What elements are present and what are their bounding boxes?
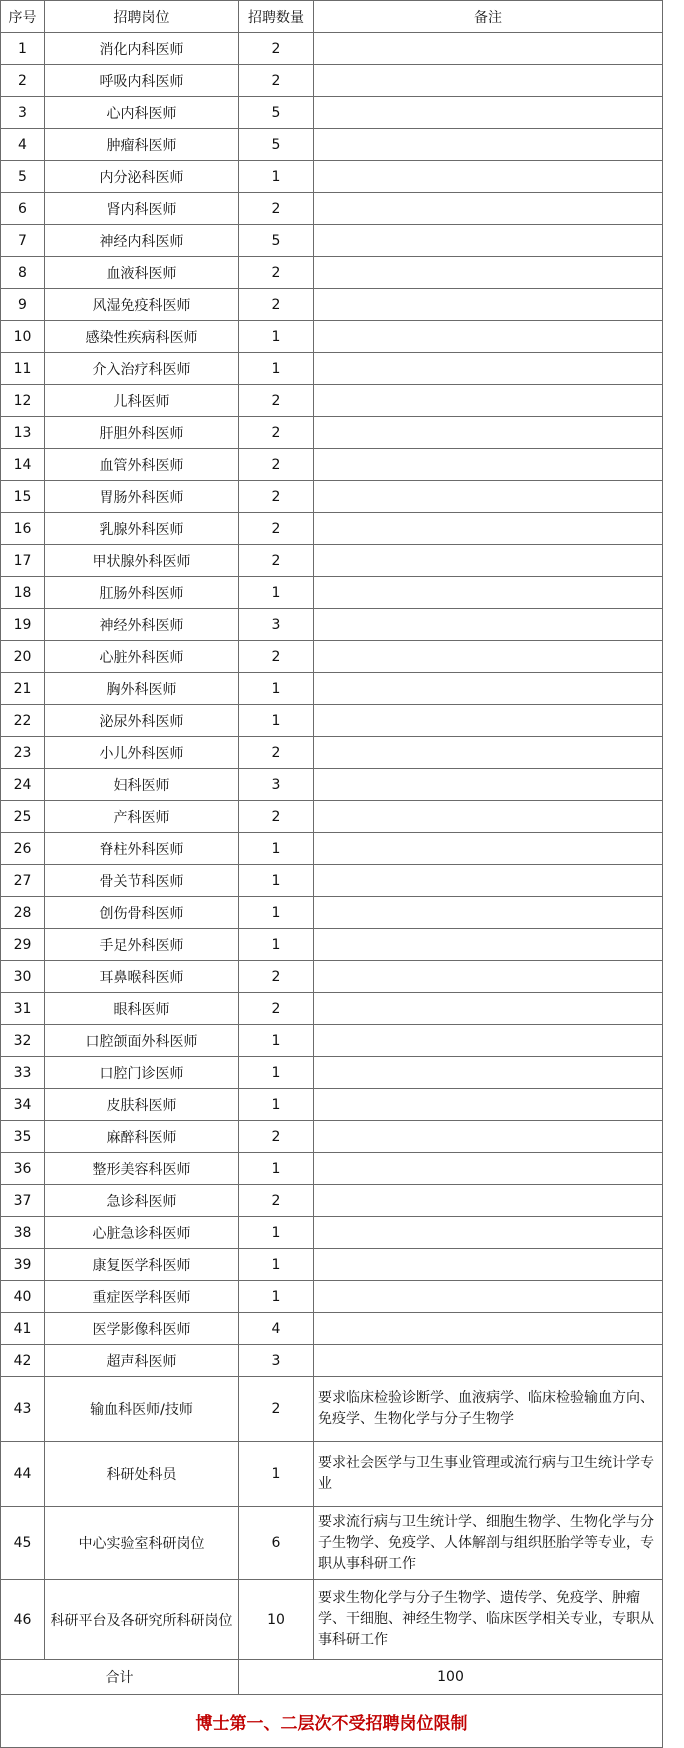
- note-cell: [314, 289, 663, 321]
- count-cell: 1: [239, 1057, 314, 1089]
- table-row: [1, 1442, 663, 1507]
- count-cell: 1: [239, 321, 314, 353]
- table-row: [1, 769, 663, 801]
- table-row: [1, 193, 663, 225]
- header-count: 招聘数量: [239, 1, 314, 33]
- note-cell: [314, 961, 663, 993]
- row-number-cell: 12: [1, 385, 45, 417]
- table-row: [1, 481, 663, 513]
- position-cell: 甲状腺外科医师: [45, 545, 239, 577]
- note-cell: [314, 449, 663, 481]
- total-row: [1, 1660, 663, 1695]
- row-number-cell: 38: [1, 1217, 45, 1249]
- position-cell: 超声科医师: [45, 1345, 239, 1377]
- position-cell: 内分泌科医师: [45, 161, 239, 193]
- count-cell: 1: [239, 1217, 314, 1249]
- footer-note: 博士第一、二层次不受招聘岗位限制: [1, 1695, 663, 1748]
- position-cell: 肾内科医师: [45, 193, 239, 225]
- row-number-cell: 32: [1, 1025, 45, 1057]
- count-cell: 1: [239, 673, 314, 705]
- count-cell: 5: [239, 225, 314, 257]
- note-cell: [314, 353, 663, 385]
- note-cell: [314, 705, 663, 737]
- table-row: [1, 833, 663, 865]
- note-cell: [314, 609, 663, 641]
- row-number-cell: 34: [1, 1089, 45, 1121]
- position-cell: 医学影像科医师: [45, 1313, 239, 1345]
- table-row: [1, 65, 663, 97]
- position-cell: 心脏外科医师: [45, 641, 239, 673]
- row-number-cell: 31: [1, 993, 45, 1025]
- count-cell: 2: [239, 993, 314, 1025]
- table-row: [1, 705, 663, 737]
- count-cell: 1: [239, 865, 314, 897]
- count-cell: 2: [239, 65, 314, 97]
- position-cell: 口腔颌面外科医师: [45, 1025, 239, 1057]
- table-body: [1, 33, 663, 1660]
- row-number-cell: 17: [1, 545, 45, 577]
- count-cell: 2: [239, 641, 314, 673]
- row-number-cell: 41: [1, 1313, 45, 1345]
- footer-row: [1, 1695, 663, 1748]
- table-row: [1, 33, 663, 65]
- note-cell: 要求生物化学与分子生物学、遗传学、免疫学、肿瘤学、干细胞、神经生物学、临床医学相关专业，专职从事科研工作: [314, 1580, 663, 1660]
- table-row: [1, 257, 663, 289]
- position-cell: 输血科医师/技师: [45, 1377, 239, 1442]
- table-row: [1, 1217, 663, 1249]
- row-number-cell: 30: [1, 961, 45, 993]
- table-row: [1, 737, 663, 769]
- row-number-cell: 13: [1, 417, 45, 449]
- count-cell: 2: [239, 1121, 314, 1153]
- row-number-cell: 27: [1, 865, 45, 897]
- count-cell: 2: [239, 513, 314, 545]
- table-row: [1, 1153, 663, 1185]
- position-cell: 创伤骨科医师: [45, 897, 239, 929]
- table-row: [1, 897, 663, 929]
- position-cell: 神经外科医师: [45, 609, 239, 641]
- table-row: [1, 161, 663, 193]
- note-cell: [314, 833, 663, 865]
- note-cell: [314, 673, 663, 705]
- table-row: [1, 289, 663, 321]
- position-cell: 血管外科医师: [45, 449, 239, 481]
- row-number-cell: 36: [1, 1153, 45, 1185]
- count-cell: 4: [239, 1313, 314, 1345]
- note-cell: [314, 129, 663, 161]
- position-cell: 康复医学科医师: [45, 1249, 239, 1281]
- position-cell: 消化内科医师: [45, 33, 239, 65]
- note-cell: [314, 641, 663, 673]
- note-cell: [314, 897, 663, 929]
- row-number-cell: 43: [1, 1377, 45, 1442]
- table-row: [1, 673, 663, 705]
- note-cell: [314, 1121, 663, 1153]
- row-number-cell: 37: [1, 1185, 45, 1217]
- note-cell: [314, 577, 663, 609]
- note-cell: 要求社会医学与卫生事业管理或流行病与卫生统计学专业: [314, 1442, 663, 1507]
- table-row: [1, 1121, 663, 1153]
- row-number-cell: 40: [1, 1281, 45, 1313]
- table-header-row: [1, 1, 663, 33]
- note-cell: [314, 161, 663, 193]
- count-cell: 1: [239, 1281, 314, 1313]
- note-cell: [314, 929, 663, 961]
- position-cell: 肛肠外科医师: [45, 577, 239, 609]
- row-number-cell: 10: [1, 321, 45, 353]
- note-cell: [314, 97, 663, 129]
- count-cell: 6: [239, 1507, 314, 1580]
- table-row: [1, 1377, 663, 1442]
- position-cell: 整形美容科医师: [45, 1153, 239, 1185]
- table-row: [1, 1580, 663, 1660]
- count-cell: 2: [239, 257, 314, 289]
- count-cell: 1: [239, 353, 314, 385]
- table-row: [1, 1185, 663, 1217]
- count-cell: 2: [239, 289, 314, 321]
- count-cell: 1: [239, 929, 314, 961]
- note-cell: [314, 1249, 663, 1281]
- position-cell: 血液科医师: [45, 257, 239, 289]
- count-cell: 10: [239, 1580, 314, 1660]
- header-position: 招聘岗位: [45, 1, 239, 33]
- note-cell: [314, 801, 663, 833]
- row-number-cell: 23: [1, 737, 45, 769]
- row-number-cell: 42: [1, 1345, 45, 1377]
- position-cell: 心脏急诊科医师: [45, 1217, 239, 1249]
- count-cell: 1: [239, 1153, 314, 1185]
- count-cell: 2: [239, 961, 314, 993]
- note-cell: [314, 1185, 663, 1217]
- count-cell: 2: [239, 417, 314, 449]
- count-cell: 1: [239, 1025, 314, 1057]
- table-row: [1, 577, 663, 609]
- table-row: [1, 1281, 663, 1313]
- position-cell: 重症医学科医师: [45, 1281, 239, 1313]
- total-value: 100: [239, 1660, 663, 1695]
- count-cell: 2: [239, 801, 314, 833]
- position-cell: 骨关节科医师: [45, 865, 239, 897]
- position-cell: 脊柱外科医师: [45, 833, 239, 865]
- row-number-cell: 6: [1, 193, 45, 225]
- note-cell: [314, 737, 663, 769]
- table-row: [1, 1507, 663, 1580]
- count-cell: 1: [239, 161, 314, 193]
- note-cell: [314, 385, 663, 417]
- position-cell: 手足外科医师: [45, 929, 239, 961]
- count-cell: 1: [239, 705, 314, 737]
- row-number-cell: 18: [1, 577, 45, 609]
- table-row: [1, 961, 663, 993]
- count-cell: 2: [239, 481, 314, 513]
- table-row: [1, 801, 663, 833]
- position-cell: 乳腺外科医师: [45, 513, 239, 545]
- table-row: [1, 641, 663, 673]
- position-cell: 耳鼻喉科医师: [45, 961, 239, 993]
- position-cell: 风湿免疫科医师: [45, 289, 239, 321]
- position-cell: 肝胆外科医师: [45, 417, 239, 449]
- note-cell: [314, 1057, 663, 1089]
- row-number-cell: 5: [1, 161, 45, 193]
- row-number-cell: 21: [1, 673, 45, 705]
- position-cell: 呼吸内科医师: [45, 65, 239, 97]
- row-number-cell: 2: [1, 65, 45, 97]
- table-row: [1, 449, 663, 481]
- row-number-cell: 29: [1, 929, 45, 961]
- count-cell: 2: [239, 193, 314, 225]
- count-cell: 2: [239, 449, 314, 481]
- table-row: [1, 609, 663, 641]
- position-cell: 中心实验室科研岗位: [45, 1507, 239, 1580]
- count-cell: 2: [239, 545, 314, 577]
- table-row: [1, 417, 663, 449]
- count-cell: 3: [239, 1345, 314, 1377]
- table-row: [1, 545, 663, 577]
- note-cell: [314, 1153, 663, 1185]
- row-number-cell: 11: [1, 353, 45, 385]
- position-cell: 心内科医师: [45, 97, 239, 129]
- table-row: [1, 97, 663, 129]
- note-cell: [314, 65, 663, 97]
- row-number-cell: 35: [1, 1121, 45, 1153]
- table-row: [1, 993, 663, 1025]
- row-number-cell: 19: [1, 609, 45, 641]
- table-row: [1, 129, 663, 161]
- header-note: 备注: [314, 1, 663, 33]
- note-cell: [314, 225, 663, 257]
- count-cell: 5: [239, 97, 314, 129]
- count-cell: 1: [239, 577, 314, 609]
- position-cell: 产科医师: [45, 801, 239, 833]
- count-cell: 1: [239, 833, 314, 865]
- position-cell: 麻醉科医师: [45, 1121, 239, 1153]
- note-cell: [314, 321, 663, 353]
- table-row: [1, 1057, 663, 1089]
- count-cell: 2: [239, 737, 314, 769]
- table-row: [1, 865, 663, 897]
- row-number-cell: 16: [1, 513, 45, 545]
- note-cell: [314, 1089, 663, 1121]
- note-cell: [314, 1281, 663, 1313]
- count-cell: 5: [239, 129, 314, 161]
- row-number-cell: 44: [1, 1442, 45, 1507]
- note-cell: [314, 545, 663, 577]
- count-cell: 2: [239, 1185, 314, 1217]
- position-cell: 皮肤科医师: [45, 1089, 239, 1121]
- count-cell: 3: [239, 609, 314, 641]
- position-cell: 妇科医师: [45, 769, 239, 801]
- row-number-cell: 14: [1, 449, 45, 481]
- table-row: [1, 1089, 663, 1121]
- table-row: [1, 1345, 663, 1377]
- row-number-cell: 3: [1, 97, 45, 129]
- count-cell: 1: [239, 1089, 314, 1121]
- note-cell: [314, 513, 663, 545]
- header-no: 序号: [1, 1, 45, 33]
- count-cell: 1: [239, 1249, 314, 1281]
- table-row: [1, 1249, 663, 1281]
- note-cell: 要求临床检验诊断学、血液病学、临床检验输血方向、免疫学、生物化学与分子生物学: [314, 1377, 663, 1442]
- position-cell: 儿科医师: [45, 385, 239, 417]
- row-number-cell: 8: [1, 257, 45, 289]
- row-number-cell: 24: [1, 769, 45, 801]
- note-cell: [314, 257, 663, 289]
- note-cell: [314, 481, 663, 513]
- table-row: [1, 929, 663, 961]
- row-number-cell: 26: [1, 833, 45, 865]
- note-cell: [314, 193, 663, 225]
- row-number-cell: 22: [1, 705, 45, 737]
- position-cell: 科研处科员: [45, 1442, 239, 1507]
- note-cell: [314, 417, 663, 449]
- row-number-cell: 15: [1, 481, 45, 513]
- row-number-cell: 46: [1, 1580, 45, 1660]
- table-row: [1, 385, 663, 417]
- note-cell: [314, 1217, 663, 1249]
- table-row: [1, 353, 663, 385]
- total-label: 合计: [1, 1660, 239, 1695]
- count-cell: 2: [239, 33, 314, 65]
- count-cell: 1: [239, 897, 314, 929]
- count-cell: 2: [239, 1377, 314, 1442]
- table-row: [1, 1025, 663, 1057]
- note-cell: 要求流行病与卫生统计学、细胞生物学、生物化学与分子生物学、免疫学、人体解剖与组织胚胎学等专业，专职从事科研工作: [314, 1507, 663, 1580]
- position-cell: 神经内科医师: [45, 225, 239, 257]
- note-cell: [314, 33, 663, 65]
- row-number-cell: 45: [1, 1507, 45, 1580]
- table-row: [1, 1313, 663, 1345]
- position-cell: 科研平台及各研究所科研岗位: [45, 1580, 239, 1660]
- count-cell: 2: [239, 385, 314, 417]
- row-number-cell: 28: [1, 897, 45, 929]
- position-cell: 感染性疾病科医师: [45, 321, 239, 353]
- table-row: [1, 513, 663, 545]
- count-cell: 3: [239, 769, 314, 801]
- note-cell: [314, 1025, 663, 1057]
- row-number-cell: 39: [1, 1249, 45, 1281]
- note-cell: [314, 1345, 663, 1377]
- row-number-cell: 25: [1, 801, 45, 833]
- table-row: [1, 321, 663, 353]
- row-number-cell: 4: [1, 129, 45, 161]
- count-cell: 1: [239, 1442, 314, 1507]
- position-cell: 口腔门诊医师: [45, 1057, 239, 1089]
- note-cell: [314, 993, 663, 1025]
- position-cell: 小儿外科医师: [45, 737, 239, 769]
- row-number-cell: 9: [1, 289, 45, 321]
- row-number-cell: 33: [1, 1057, 45, 1089]
- position-cell: 胃肠外科医师: [45, 481, 239, 513]
- note-cell: [314, 865, 663, 897]
- row-number-cell: 1: [1, 33, 45, 65]
- position-cell: 胸外科医师: [45, 673, 239, 705]
- note-cell: [314, 1313, 663, 1345]
- position-cell: 泌尿外科医师: [45, 705, 239, 737]
- note-cell: [314, 769, 663, 801]
- position-cell: 眼科医师: [45, 993, 239, 1025]
- position-cell: 肿瘤科医师: [45, 129, 239, 161]
- table-row: [1, 225, 663, 257]
- position-cell: 介入治疗科医师: [45, 353, 239, 385]
- row-number-cell: 7: [1, 225, 45, 257]
- row-number-cell: 20: [1, 641, 45, 673]
- position-cell: 急诊科医师: [45, 1185, 239, 1217]
